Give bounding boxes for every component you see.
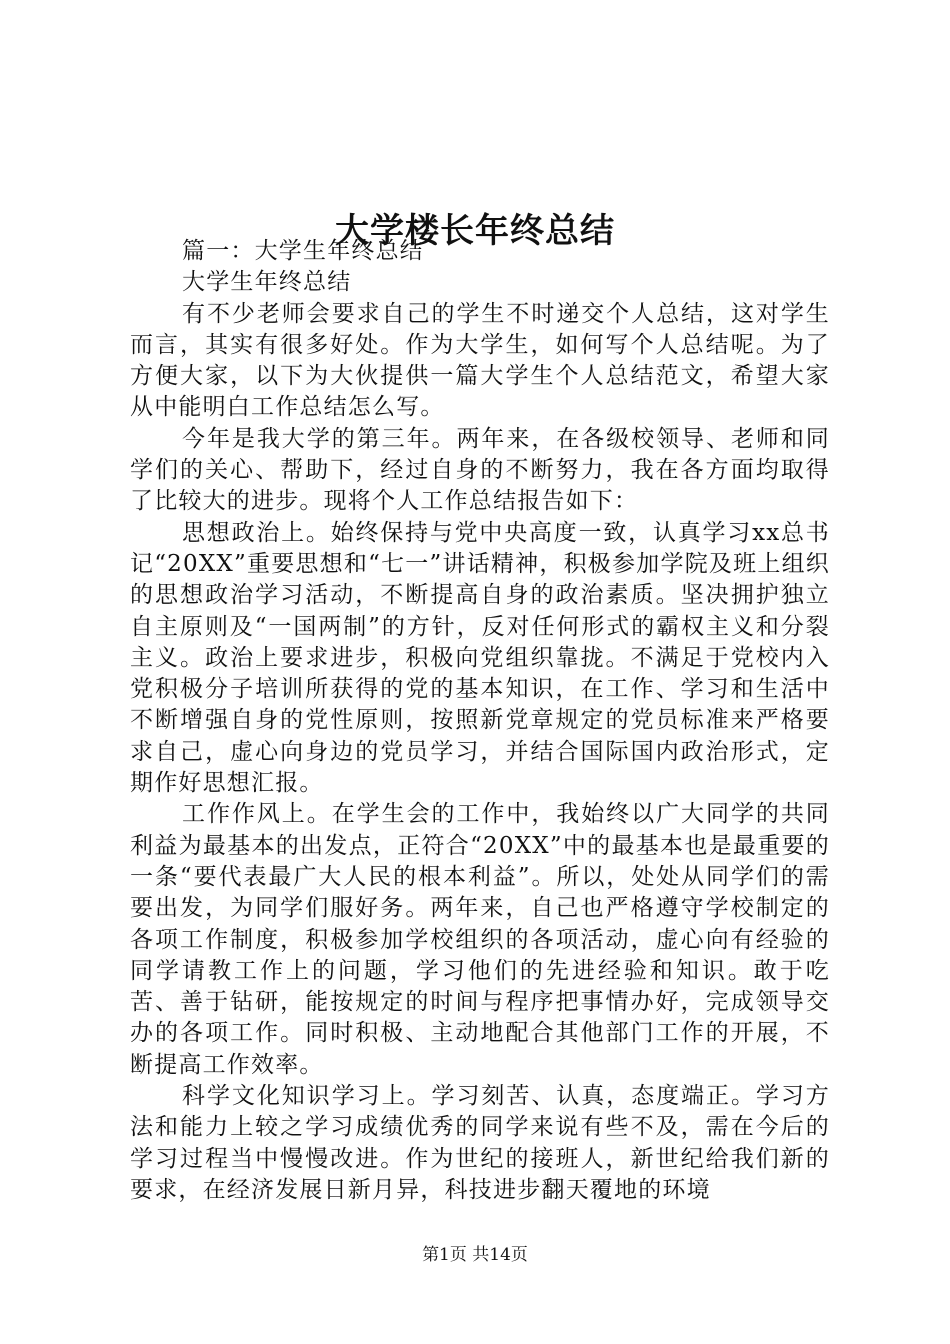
page-number-footer: 第1页 共14页 — [422, 1245, 528, 1265]
paragraph-work-style: 工作作风上。在学生会的工作中，我始终以广大同学的共同利益为最基本的出发点，正符合“20XX”中的最基本也是最重要的一条“要代表最广大人民的根本利益”。所以，处处从同学们的需要出发，为同学们服好务。两年来，自己也严格遵守学校制定的各项工作制度，积极参加学校组织的各项活动，虚心向有经验的同学请教工作上的问题，学习他们的先进经验和知识。敢于吃苦、善于钻研，能按规定的时间与程序把事情办好，完成领导交办的各项工作。同时积极、主动地配合其他部门工作的开展，不断提高工作效率。 — [130, 801, 830, 1078]
section-heading: 篇一：大学生年终总结 — [182, 238, 424, 264]
document-title: 大学楼长年终总结 — [335, 210, 615, 251]
paragraph-study: 科学文化知识学习上。学习刻苦、认真，态度端正。学习方法和能力上较之学习成绩优秀的同学来说有些不及，需在今后的学习过程当中慢慢改进。作为世纪的接班人，新世纪给我们新的要求，在经济发展日新月异，科技进步翻天覆地的环境 — [130, 1083, 830, 1203]
subtitle: 大学生年终总结 — [182, 269, 352, 296]
paragraph-overview: 今年是我大学的第三年。两年来，在各级校领导、老师和同学们的关心、帮助下，经过自身的不断努力，我在各方面均取得了比较大的进步。现将个人工作总结报告如下： — [130, 425, 830, 515]
document-body — [130, 236, 830, 1206]
paragraph-political: 思想政治上。始终保持与党中央高度一致，认真学习xx总书记“20XX”重要思想和“七一”讲话精神，积极参加学院及班上组织的思想政治学习活动，不断提高自身的政治素质。坚决拥护独立自主原则及“一国两制”的方针，反对任何形式的霸权主义和分裂主义。政治上要求进步，积极向党组织靠拢。不满足于党校内入党积极分子培训所获得的党的基本知识，在工作、学习和生活中不断增强自身的党性原则，按照新党章规定的党员标准来严格要求自己，虚心向身边的党员学习，并结合国际国内政治形式，定期作好思想汇报。 — [130, 519, 830, 797]
paragraph-intro: 有不少老师会要求自己的学生不时递交个人总结，这对学生而言，其实有很多好处。作为大学生，如何写个人总结呢。为了方便大家，以下为大伙提供一篇大学生个人总结范文，希望大家从中能明白工作总结怎么写。 — [130, 300, 830, 421]
